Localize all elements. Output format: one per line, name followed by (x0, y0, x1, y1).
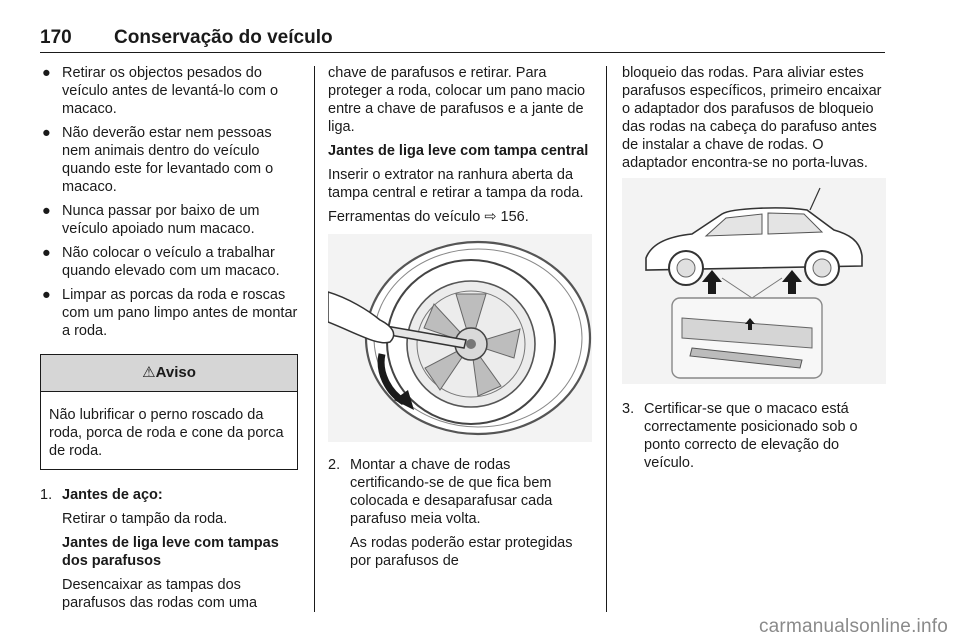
bullet-icon: ● (42, 65, 51, 81)
step-1 (40, 486, 298, 612)
list-item: ● Limpar as porcas da roda e roscas com um pano limpo antes de montar a roda. (42, 287, 298, 339)
warning-icon: ⚠ (142, 364, 156, 381)
continued-text: chave de parafusos e retirar. Para proteger a roda, colocar um pano macio entre a chave de parafusos e a jante de liga. (328, 65, 586, 135)
step-text: Montar a chave de rodas certificando-se de que fica bem colocada e desaparafusar cada parafuso meia volta. (350, 457, 553, 527)
wheel-wrench-illustration (328, 234, 592, 442)
step-text: Retirar o tampão da roda. (62, 511, 228, 527)
step-title: Jantes de aço: (62, 487, 163, 503)
section-subtitle: Jantes de liga leve com tampa central (328, 143, 589, 159)
step-number: 1. (40, 487, 53, 503)
watermark: carmanualsonline.info (758, 616, 948, 637)
list-item: ● Retirar os objectos pesados do veículo antes de levantá-lo com o macaco. (42, 65, 279, 117)
section-text: Inserir o extrator na ranhura aberta da tampa central e retirar a tampa da roda. (328, 167, 584, 201)
step-subtitle: Jantes de liga leve com tampas dos parafusos (62, 535, 279, 569)
step-subtext: As rodas poderão estar protegidas por parafusos de (350, 535, 573, 569)
page-reference-icon: ⇨ (484, 209, 497, 225)
column-divider-left (314, 66, 315, 612)
step-number: 2. (328, 457, 341, 473)
warning-box (40, 354, 298, 470)
step-2 (328, 456, 592, 570)
page-header (40, 28, 885, 53)
column-3 (622, 64, 886, 478)
warning-title: Aviso (155, 364, 196, 381)
step-text: Certificar-se que o macaco está correctamente posicionado sob o ponto correcto de elevação do veículo. (644, 401, 858, 471)
bullet-icon: ● (42, 203, 51, 219)
warning-header (41, 355, 297, 392)
step-subtext: Desencaixar as tampas dos parafusos das rodas com uma (62, 577, 258, 611)
bullet-icon: ● (42, 125, 51, 141)
page-title: Conservação do veículo (114, 27, 333, 48)
page-number: 170 (40, 27, 72, 48)
step-number: 3. (622, 401, 635, 417)
continued-text: bloqueio das rodas. Para aliviar estes parafusos específicos, primeiro encaixar o adaptador dos parafusos de bloqueio das rodas na cabeça do parafuso antes de instalar a chave de rodas. O adaptador encontra-se no porta-luvas. (622, 65, 882, 171)
warning-body: Não lubrificar o perno roscado da roda, porca de roda e cone da porca de roda. (49, 407, 284, 459)
jack-position-illustration (622, 178, 886, 384)
bullet-icon: ● (42, 287, 51, 303)
column-1 (40, 64, 298, 618)
list-item: ● Nunca passar por baixo de um veículo apoiado num macaco. (42, 203, 260, 237)
step-3 (622, 400, 886, 472)
list-item: ● Não deverão estar nem pessoas nem animais dentro do veículo quando este for levantado com o macaco. (42, 125, 274, 195)
column-2 (328, 64, 592, 576)
column-divider-right (606, 66, 607, 612)
bullet-icon: ● (42, 245, 51, 261)
safety-bullet-list (40, 64, 298, 340)
cross-reference: Ferramentas do veículo ⇨ 156. (328, 209, 529, 225)
list-item: ● Não colocar o veículo a trabalhar quando elevado com um macaco. (42, 245, 280, 279)
